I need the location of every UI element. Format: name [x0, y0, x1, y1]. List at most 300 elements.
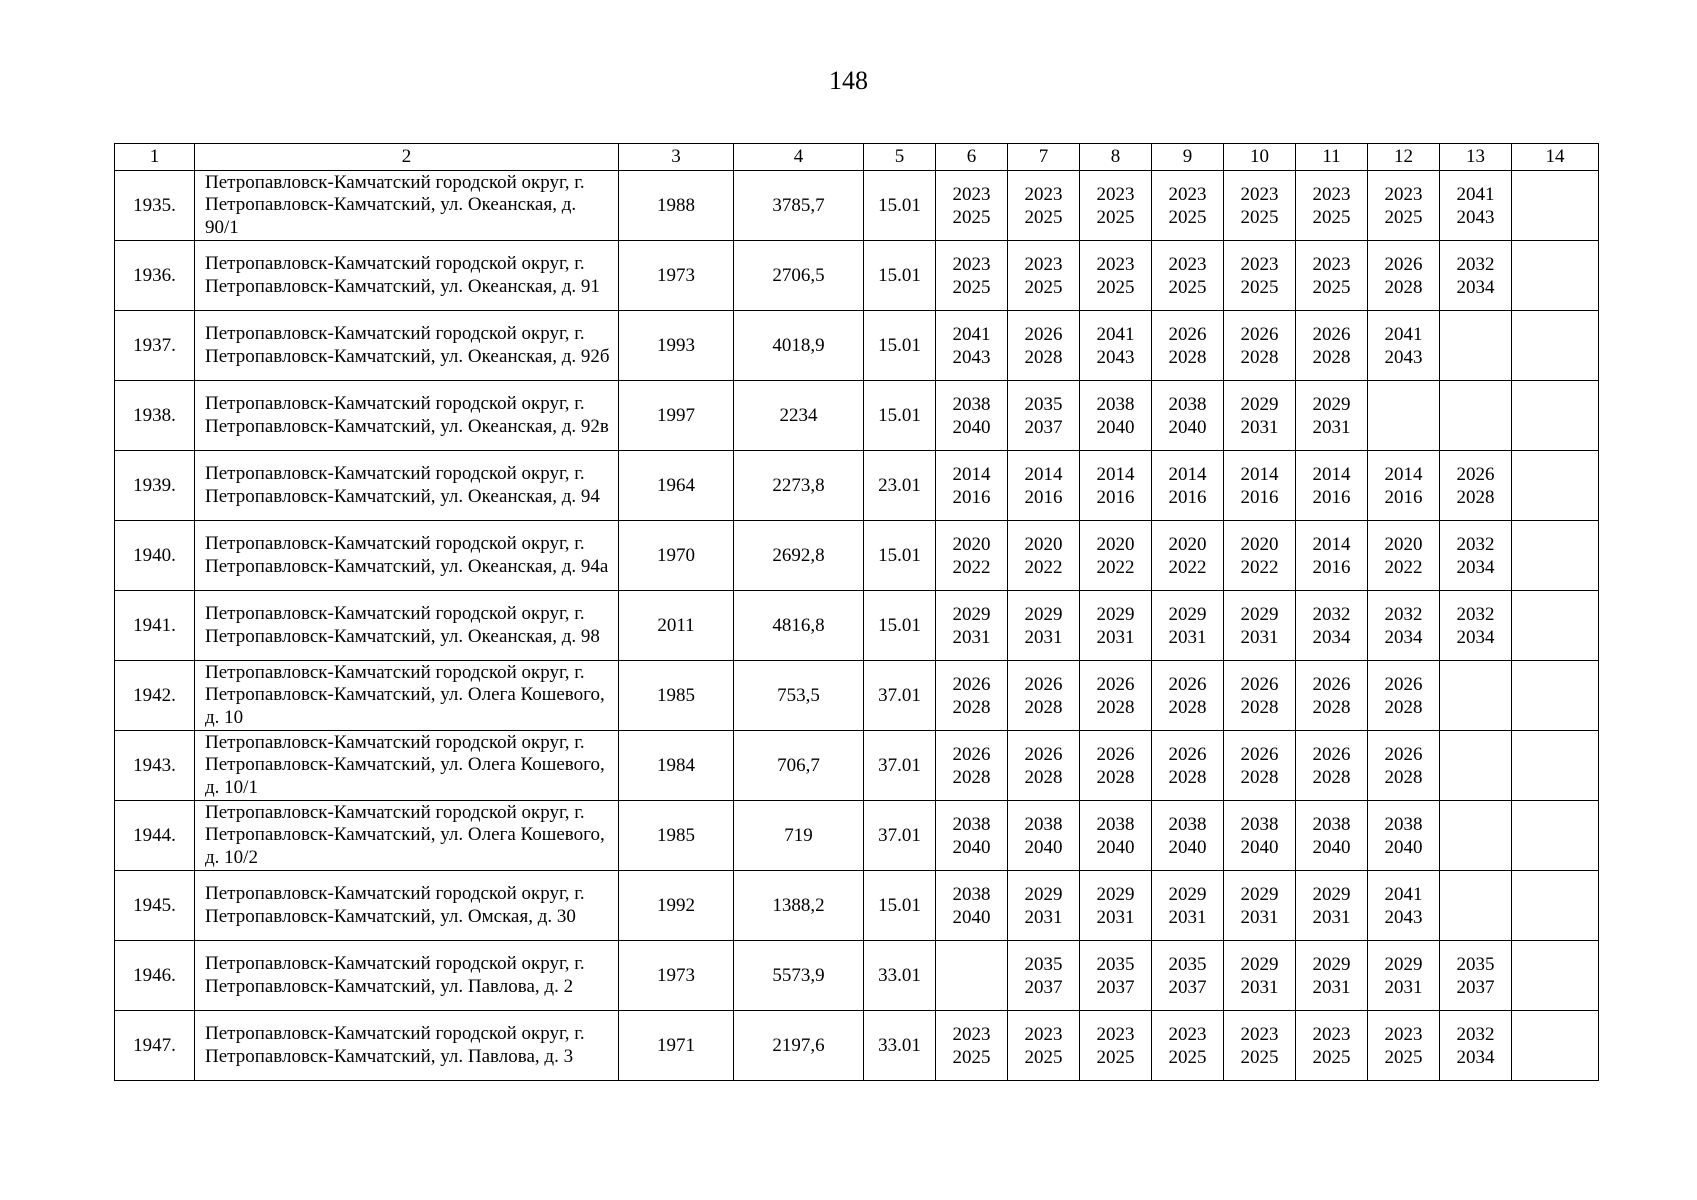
period-end-year: 2040 — [1096, 416, 1135, 438]
address-cell: Петропавловск-Камчатский городской округ, г. Петропавловск-Камчатский, ул. Олега Кошевого, д. 10/2 — [195, 801, 619, 871]
column-header-6: 6 — [936, 144, 1008, 171]
row-number: 1935. — [115, 171, 195, 241]
table-row — [115, 731, 1599, 801]
period-end-year: 2022 — [952, 556, 991, 578]
period-start-year: 2041 — [1384, 883, 1423, 905]
period-start-year: 2023 — [1312, 1023, 1351, 1045]
period-start-year: 2029 — [1024, 603, 1063, 625]
period-end-year: 2034 — [1384, 626, 1423, 648]
period-end-year: 2025 — [1384, 206, 1423, 228]
period-start-year: 2032 — [1456, 533, 1495, 555]
period-end-year: 2031 — [1312, 976, 1351, 998]
period-start-year: 2035 — [1024, 393, 1063, 415]
period-cell — [1080, 521, 1152, 591]
period-cell — [1224, 311, 1296, 381]
column-header-14: 14 — [1512, 144, 1599, 171]
period-end-year: 2022 — [1024, 556, 1063, 578]
period-start-year: 2032 — [1456, 1023, 1495, 1045]
period-cell — [1080, 241, 1152, 311]
period-end-year: 2028 — [1240, 696, 1279, 718]
period-start-year: 2023 — [1384, 183, 1423, 205]
period-start-year: 2041 — [1456, 183, 1495, 205]
build-year-cell: 1992 — [619, 871, 734, 941]
period-start-year: 2035 — [1024, 953, 1063, 975]
period-start-year: 2023 — [1240, 183, 1279, 205]
period-end-year: 2025 — [1240, 1046, 1279, 1068]
period-start-year: 2029 — [1312, 393, 1351, 415]
period-start-year: 2029 — [1240, 953, 1279, 975]
period-start-year: 2026 — [1168, 743, 1207, 765]
period-end-year: 2034 — [1456, 556, 1495, 578]
period-start-year: 2020 — [1168, 533, 1207, 555]
code-cell: 15.01 — [864, 171, 936, 241]
period-start-year: 2029 — [1096, 603, 1135, 625]
table-row — [115, 521, 1599, 591]
period-cell — [1296, 801, 1368, 871]
period-cell — [1440, 311, 1512, 381]
period-cell — [1368, 451, 1440, 521]
period-cell — [936, 1011, 1008, 1081]
period-cell — [1224, 591, 1296, 661]
period-start-year: 2014 — [1312, 463, 1351, 485]
period-cell — [936, 941, 1008, 1011]
period-start-year: 2026 — [1384, 253, 1423, 275]
period-cell — [1080, 591, 1152, 661]
period-cell — [1296, 871, 1368, 941]
period-start-year: 2014 — [1024, 463, 1063, 485]
period-start-year: 2038 — [952, 813, 991, 835]
period-end-year: 2040 — [1024, 836, 1063, 858]
period-end-year: 2037 — [1024, 976, 1063, 998]
period-cell — [1440, 521, 1512, 591]
period-cell — [936, 801, 1008, 871]
period-end-year: 2025 — [1096, 276, 1135, 298]
period-end-year: 2031 — [1096, 906, 1135, 928]
period-start-year: 2038 — [952, 883, 991, 905]
period-end-year: 2022 — [1384, 556, 1423, 578]
period-start-year: 2026 — [1096, 743, 1135, 765]
period-start-year: 2038 — [1024, 813, 1063, 835]
period-start-year: 2023 — [1024, 1023, 1063, 1045]
code-cell: 15.01 — [864, 521, 936, 591]
period-cell — [1368, 311, 1440, 381]
housing-registry-table — [114, 143, 1599, 1081]
period-end-year: 2025 — [1168, 206, 1207, 228]
period-start-year: 2023 — [1096, 253, 1135, 275]
period-end-year: 2040 — [1384, 836, 1423, 858]
period-start-year: 2026 — [1384, 743, 1423, 765]
period-start-year: 2038 — [1240, 813, 1279, 835]
period-cell — [1296, 731, 1368, 801]
period-end-year: 2037 — [1456, 976, 1495, 998]
period-cell — [1296, 171, 1368, 241]
period-start-year: 2026 — [1312, 743, 1351, 765]
period-start-year: 2014 — [1240, 463, 1279, 485]
period-cell — [1368, 241, 1440, 311]
period-end-year: 2028 — [1384, 766, 1423, 788]
code-cell: 15.01 — [864, 381, 936, 451]
period-start-year: 2026 — [1240, 323, 1279, 345]
period-start-year: 2020 — [1384, 533, 1423, 555]
row-number: 1945. — [115, 871, 195, 941]
period-cell — [1440, 661, 1512, 731]
period-cell — [1152, 311, 1224, 381]
table-row — [115, 661, 1599, 731]
period-start-year: 2029 — [1312, 953, 1351, 975]
period-cell — [1224, 381, 1296, 451]
area-cell: 2197,6 — [734, 1011, 864, 1081]
table-row — [115, 381, 1599, 451]
period-end-year: 2022 — [1096, 556, 1135, 578]
period-cell — [1152, 731, 1224, 801]
row-number: 1936. — [115, 241, 195, 311]
period-cell — [1512, 731, 1599, 801]
period-start-year: 2038 — [1312, 813, 1351, 835]
period-start-year: 2023 — [1168, 183, 1207, 205]
period-end-year: 2043 — [1096, 346, 1135, 368]
row-number: 1942. — [115, 661, 195, 731]
period-cell — [1152, 521, 1224, 591]
period-start-year: 2032 — [1456, 253, 1495, 275]
period-start-year: 2023 — [952, 183, 991, 205]
code-cell: 37.01 — [864, 801, 936, 871]
period-start-year: 2038 — [1096, 813, 1135, 835]
column-header-1: 1 — [115, 144, 195, 171]
period-start-year: 2020 — [1024, 533, 1063, 555]
period-end-year: 2028 — [1240, 346, 1279, 368]
column-header-5: 5 — [864, 144, 936, 171]
period-cell — [1224, 241, 1296, 311]
code-cell: 33.01 — [864, 941, 936, 1011]
period-end-year: 2034 — [1456, 1046, 1495, 1068]
period-end-year: 2031 — [1096, 626, 1135, 648]
period-start-year: 2014 — [1168, 463, 1207, 485]
period-cell — [1008, 1011, 1080, 1081]
period-end-year: 2028 — [1096, 766, 1135, 788]
period-end-year: 2025 — [952, 206, 991, 228]
period-cell — [1224, 1011, 1296, 1081]
period-cell — [1440, 1011, 1512, 1081]
area-cell: 2234 — [734, 381, 864, 451]
column-header-12: 12 — [1368, 144, 1440, 171]
address-cell: Петропавловск-Камчатский городской округ, г. Петропавловск-Камчатский, ул. Омская, д. 30 — [195, 871, 619, 941]
period-cell — [1152, 381, 1224, 451]
address-cell: Петропавловск-Камчатский городской округ, г. Петропавловск-Камчатский, ул. Павлова, д. 3 — [195, 1011, 619, 1081]
period-cell — [1224, 941, 1296, 1011]
address-cell: Петропавловск-Камчатский городской округ, г. Петропавловск-Камчатский, ул. Океанская, д. 94а — [195, 521, 619, 591]
period-end-year: 2022 — [1168, 556, 1207, 578]
period-cell — [1368, 521, 1440, 591]
period-start-year: 2041 — [1384, 323, 1423, 345]
period-cell — [1512, 451, 1599, 521]
period-start-year: 2041 — [952, 323, 991, 345]
row-number: 1947. — [115, 1011, 195, 1081]
build-year-cell: 1964 — [619, 451, 734, 521]
period-end-year: 2031 — [1240, 906, 1279, 928]
period-start-year: 2023 — [952, 253, 991, 275]
build-year-cell: 1973 — [619, 241, 734, 311]
period-cell — [1440, 451, 1512, 521]
period-end-year: 2025 — [1384, 1046, 1423, 1068]
code-cell: 33.01 — [864, 1011, 936, 1081]
code-cell: 37.01 — [864, 661, 936, 731]
period-end-year: 2043 — [1384, 906, 1423, 928]
period-cell — [1152, 871, 1224, 941]
column-header-10: 10 — [1224, 144, 1296, 171]
address-cell: Петропавловск-Камчатский городской округ, г. Петропавловск-Камчатский, ул. Океанская, д. 94 — [195, 451, 619, 521]
period-cell — [1152, 661, 1224, 731]
period-cell — [1512, 801, 1599, 871]
period-cell — [1008, 451, 1080, 521]
period-cell — [1440, 871, 1512, 941]
period-cell — [1368, 591, 1440, 661]
period-end-year: 2040 — [1168, 836, 1207, 858]
address-cell: Петропавловск-Камчатский городской округ, г. Петропавловск-Камчатский, ул. Олега Кошевого, д. 10/1 — [195, 731, 619, 801]
area-cell: 1388,2 — [734, 871, 864, 941]
period-start-year: 2023 — [1096, 1023, 1135, 1045]
row-number: 1944. — [115, 801, 195, 871]
period-cell — [936, 241, 1008, 311]
period-cell — [1152, 941, 1224, 1011]
build-year-cell: 1988 — [619, 171, 734, 241]
period-end-year: 2028 — [952, 766, 991, 788]
build-year-cell: 1971 — [619, 1011, 734, 1081]
period-cell — [1008, 941, 1080, 1011]
build-year-cell: 1985 — [619, 801, 734, 871]
period-end-year: 2028 — [1312, 696, 1351, 718]
period-end-year: 2028 — [1312, 766, 1351, 788]
period-end-year: 2031 — [1312, 906, 1351, 928]
period-cell — [1512, 941, 1599, 1011]
period-start-year: 2032 — [1456, 603, 1495, 625]
period-start-year: 2026 — [1168, 673, 1207, 695]
period-start-year: 2020 — [952, 533, 991, 555]
period-end-year: 2025 — [1096, 1046, 1135, 1068]
period-cell — [1080, 941, 1152, 1011]
period-cell — [1080, 311, 1152, 381]
table-row — [115, 311, 1599, 381]
address-cell: Петропавловск-Камчатский городской округ, г. Петропавловск-Камчатский, ул. Океанская, д. 92б — [195, 311, 619, 381]
table-row — [115, 871, 1599, 941]
period-start-year: 2029 — [1168, 603, 1207, 625]
period-cell — [1440, 171, 1512, 241]
period-end-year: 2028 — [1456, 486, 1495, 508]
period-end-year: 2016 — [952, 486, 991, 508]
period-cell — [936, 381, 1008, 451]
period-end-year: 2028 — [1168, 766, 1207, 788]
row-number: 1938. — [115, 381, 195, 451]
table-row — [115, 941, 1599, 1011]
period-end-year: 2028 — [1312, 346, 1351, 368]
period-start-year: 2014 — [1384, 463, 1423, 485]
period-cell — [1224, 871, 1296, 941]
period-end-year: 2025 — [1240, 276, 1279, 298]
period-cell — [1008, 241, 1080, 311]
period-cell — [1008, 521, 1080, 591]
period-start-year: 2020 — [1096, 533, 1135, 555]
period-start-year: 2023 — [1096, 183, 1135, 205]
period-end-year: 2031 — [1240, 416, 1279, 438]
address-cell: Петропавловск-Камчатский городской округ, г. Петропавловск-Камчатский, ул. Океанская, д. 98 — [195, 591, 619, 661]
period-start-year: 2023 — [1240, 253, 1279, 275]
period-start-year: 2029 — [952, 603, 991, 625]
period-start-year: 2026 — [1024, 323, 1063, 345]
period-cell — [1368, 171, 1440, 241]
period-cell — [1008, 871, 1080, 941]
period-end-year: 2040 — [952, 906, 991, 928]
period-cell — [1008, 381, 1080, 451]
period-start-year: 2029 — [1240, 883, 1279, 905]
period-cell — [1512, 871, 1599, 941]
area-cell: 5573,9 — [734, 941, 864, 1011]
area-cell: 719 — [734, 801, 864, 871]
column-header-4: 4 — [734, 144, 864, 171]
period-cell — [1440, 801, 1512, 871]
period-cell — [936, 731, 1008, 801]
period-cell — [1224, 171, 1296, 241]
period-cell — [1512, 241, 1599, 311]
period-cell — [1152, 451, 1224, 521]
period-end-year: 2043 — [1456, 206, 1495, 228]
row-number: 1940. — [115, 521, 195, 591]
period-end-year: 2034 — [1456, 626, 1495, 648]
period-cell — [1296, 521, 1368, 591]
code-cell: 37.01 — [864, 731, 936, 801]
period-start-year: 2029 — [1024, 883, 1063, 905]
period-start-year: 2014 — [1096, 463, 1135, 485]
period-cell — [1512, 591, 1599, 661]
address-cell: Петропавловск-Камчатский городской округ, г. Петропавловск-Камчатский, ул. Океанская, д. 91 — [195, 241, 619, 311]
period-start-year: 2035 — [1168, 953, 1207, 975]
period-start-year: 2023 — [952, 1023, 991, 1045]
period-start-year: 2035 — [1096, 953, 1135, 975]
period-start-year: 2032 — [1312, 603, 1351, 625]
build-year-cell: 1970 — [619, 521, 734, 591]
table-row — [115, 241, 1599, 311]
area-cell: 2692,8 — [734, 521, 864, 591]
period-end-year: 2016 — [1384, 486, 1423, 508]
table-body — [115, 171, 1599, 1081]
period-cell — [1080, 661, 1152, 731]
period-cell — [1296, 381, 1368, 451]
period-cell — [1008, 731, 1080, 801]
period-cell — [1296, 941, 1368, 1011]
period-end-year: 2028 — [1168, 696, 1207, 718]
period-cell — [1368, 871, 1440, 941]
period-cell — [1512, 1011, 1599, 1081]
table-row — [115, 801, 1599, 871]
period-end-year: 2025 — [1312, 276, 1351, 298]
period-cell — [1008, 801, 1080, 871]
period-start-year: 2038 — [952, 393, 991, 415]
period-cell — [1152, 591, 1224, 661]
period-start-year: 2029 — [1168, 883, 1207, 905]
period-start-year: 2014 — [1312, 533, 1351, 555]
period-end-year: 2028 — [1024, 696, 1063, 718]
period-cell — [1296, 311, 1368, 381]
column-header-2: 2 — [195, 144, 619, 171]
period-cell — [1080, 871, 1152, 941]
period-cell — [936, 311, 1008, 381]
period-end-year: 2025 — [1168, 1046, 1207, 1068]
period-end-year: 2034 — [1456, 276, 1495, 298]
period-cell — [1152, 171, 1224, 241]
address-cell: Петропавловск-Камчатский городской округ, г. Петропавловск-Камчатский, ул. Океанская, д. 90/1 — [195, 171, 619, 241]
period-end-year: 2031 — [1168, 906, 1207, 928]
build-year-cell: 2011 — [619, 591, 734, 661]
period-start-year: 2023 — [1024, 253, 1063, 275]
period-start-year: 2035 — [1456, 953, 1495, 975]
period-start-year: 2026 — [1096, 673, 1135, 695]
period-cell — [1296, 451, 1368, 521]
period-start-year: 2026 — [1312, 323, 1351, 345]
period-cell — [936, 661, 1008, 731]
period-end-year: 2040 — [1240, 836, 1279, 858]
period-cell — [1440, 731, 1512, 801]
period-cell — [1368, 1011, 1440, 1081]
period-start-year: 2026 — [1312, 673, 1351, 695]
period-end-year: 2037 — [1096, 976, 1135, 998]
period-start-year: 2026 — [1024, 743, 1063, 765]
row-number: 1943. — [115, 731, 195, 801]
period-start-year: 2023 — [1024, 183, 1063, 205]
period-start-year: 2023 — [1168, 1023, 1207, 1045]
period-end-year: 2025 — [1024, 276, 1063, 298]
period-cell — [1080, 731, 1152, 801]
period-cell — [1440, 591, 1512, 661]
period-end-year: 2016 — [1312, 556, 1351, 578]
period-start-year: 2023 — [1312, 253, 1351, 275]
build-year-cell: 1985 — [619, 661, 734, 731]
period-end-year: 2034 — [1312, 626, 1351, 648]
period-cell — [1296, 661, 1368, 731]
period-cell — [936, 171, 1008, 241]
period-end-year: 2025 — [1024, 206, 1063, 228]
period-end-year: 2025 — [1240, 206, 1279, 228]
period-end-year: 2028 — [1168, 346, 1207, 368]
period-end-year: 2031 — [1240, 626, 1279, 648]
period-end-year: 2025 — [952, 276, 991, 298]
period-end-year: 2025 — [1312, 206, 1351, 228]
period-end-year: 2031 — [1240, 976, 1279, 998]
period-start-year: 2029 — [1240, 393, 1279, 415]
area-cell: 2273,8 — [734, 451, 864, 521]
area-cell: 4018,9 — [734, 311, 864, 381]
period-cell — [1440, 241, 1512, 311]
area-cell: 753,5 — [734, 661, 864, 731]
period-end-year: 2028 — [1024, 346, 1063, 368]
period-end-year: 2025 — [952, 1046, 991, 1068]
period-cell — [1080, 171, 1152, 241]
period-start-year: 2029 — [1240, 603, 1279, 625]
page-number: 148 — [829, 66, 868, 95]
period-end-year: 2016 — [1024, 486, 1063, 508]
period-start-year: 2023 — [1312, 183, 1351, 205]
period-start-year: 2026 — [1168, 323, 1207, 345]
period-cell — [1368, 661, 1440, 731]
period-start-year: 2038 — [1096, 393, 1135, 415]
period-cell — [1440, 381, 1512, 451]
code-cell: 15.01 — [864, 871, 936, 941]
period-start-year: 2038 — [1168, 393, 1207, 415]
period-cell — [1080, 1011, 1152, 1081]
period-cell — [1512, 521, 1599, 591]
period-end-year: 2028 — [1384, 276, 1423, 298]
column-header-13: 13 — [1440, 144, 1512, 171]
period-start-year: 2038 — [1168, 813, 1207, 835]
row-number: 1941. — [115, 591, 195, 661]
period-start-year: 2026 — [1024, 673, 1063, 695]
